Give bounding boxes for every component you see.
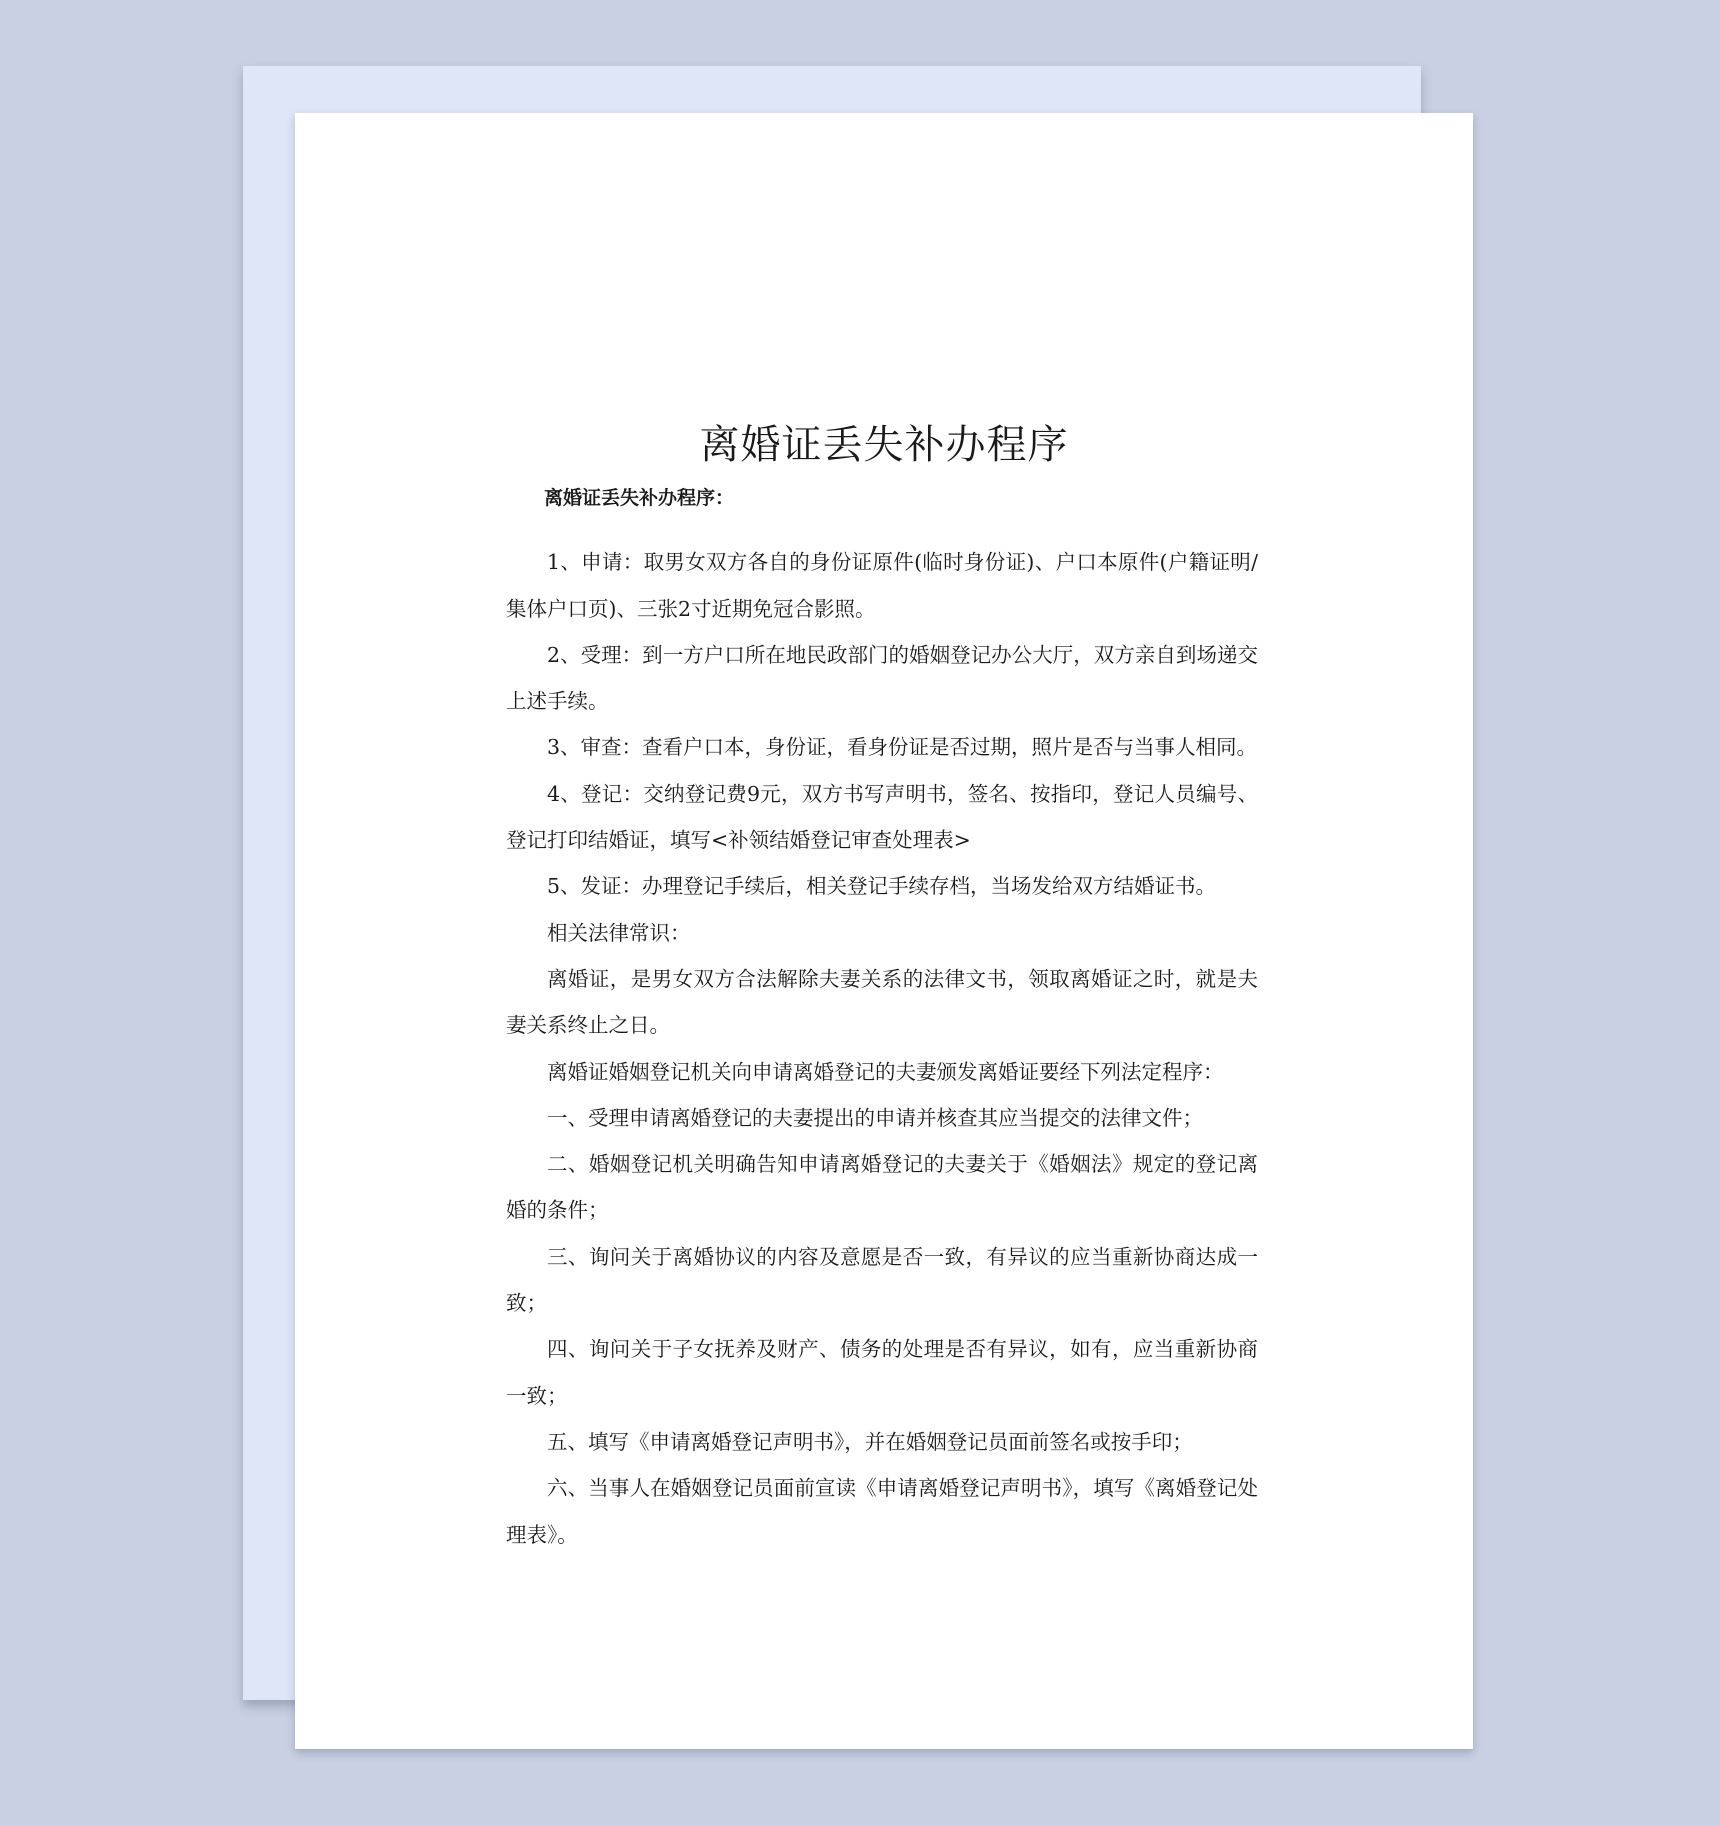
paragraph-2: 2、受理：到一方户口所在地民政部门的婚姻登记办公大厅，双方亲自到场递交上述手续。	[506, 642, 1258, 714]
paragraph-10: 二、婚姻登记机关明确告知申请离婚登记的夫妻关于《婚姻法》规定的登记离婚的条件；	[506, 1152, 1258, 1223]
paragraph-4: 4、登记：交纳登记费9元，双方书写声明书，签名、按指印，登记人员编号、登记打印结婚证，填写<补领结婚登记审查处理表>	[506, 781, 1258, 853]
paragraph-14: 六、当事人在婚姻登记员面前宣读《申请离婚登记声明书》，填写《离婚登记处理表》。	[506, 1476, 1258, 1547]
paragraph-9: 一、受理申请离婚登记的夫妻提出的申请并核查其应当提交的法律文件；	[547, 1105, 1203, 1130]
paragraph-7: 离婚证，是男女双方合法解除夫妻关系的法律文书，领取离婚证之时，就是夫妻关系终止之日。	[506, 966, 1258, 1038]
paragraph-5: 5、发证：办理登记手续后，相关登记手续存档，当场发给双方结婚证书。	[547, 874, 1217, 899]
paragraph-13: 五、填写《申请离婚登记声明书》，并在婚姻登记员面前签名或按手印；	[547, 1429, 1193, 1454]
paragraph-1: 1、申请：取男女双方各自的身份证原件(临时身份证)、户口本原件(户籍证明/集体户口页)、三张2寸近期免冠合影照。	[506, 550, 1258, 621]
paragraph-8: 离婚证婚姻登记机关向申请离婚登记的夫妻颁发离婚证要经下列法定程序：	[547, 1059, 1224, 1084]
document-title: 离婚证丢失补办程序	[699, 422, 1069, 468]
paragraph-12: 四、询问关于子女抚养及财产、债务的处理是否有异议，如有，应当重新协商一致；	[506, 1337, 1258, 1408]
paragraph-3: 3、审查：查看户口本，身份证，看身份证是否过期，照片是否与当事人相同。	[547, 735, 1258, 760]
paragraph-6: 相关法律常识：	[547, 920, 691, 945]
document-subtitle: 离婚证丢失补办程序：	[544, 487, 735, 509]
document-body	[506, 475, 1258, 1558]
document-page	[295, 113, 1473, 1749]
paragraph-11: 三、询问关于离婚协议的内容及意愿是否一致，有异议的应当重新协商达成一致；	[506, 1244, 1258, 1316]
